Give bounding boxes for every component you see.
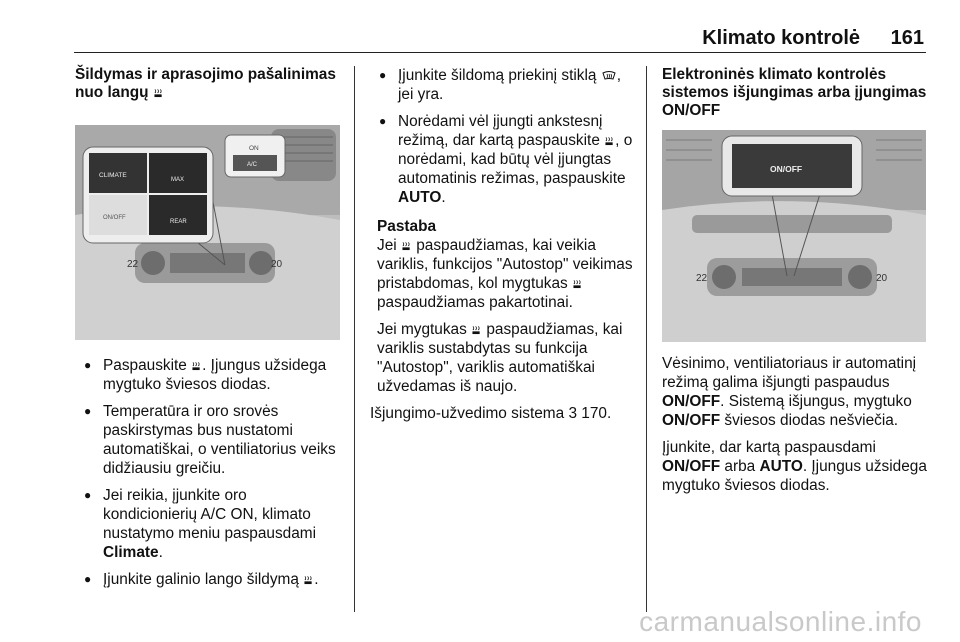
- column-divider: [354, 66, 355, 612]
- watermark: carmanualsonline.info: [639, 606, 922, 637]
- note-paragraph: Jei mygtukas paspaudžiamas, kai variklis sustabdytas su funkcija "Autostop", variklis automatiškai užvedamas iš naujo.: [377, 321, 623, 395]
- defrost-max-icon: [605, 136, 614, 146]
- ac-label: A/C: [247, 162, 258, 168]
- temp-right-label: 20: [271, 259, 283, 270]
- list-item: ● Temperatūra ir oro srovės paskirstymas bus nustatomi automatiškai, o ventiliatorius veiks didžiausiu greičiu.: [75, 402, 343, 478]
- onoff-panel-photo: [662, 130, 926, 342]
- temp-left-label: 22: [696, 273, 708, 284]
- temp-right-label: 20: [876, 273, 888, 284]
- rear-defrost-icon: [304, 575, 313, 585]
- onoff-button-label: ON/OFF: [770, 164, 803, 174]
- onoff-button-label: ON/OFF: [103, 215, 126, 221]
- page-header: [74, 22, 926, 53]
- column-1: [75, 66, 343, 589]
- list-item: ● Įjunkite galinio lango šildymą .: [75, 570, 343, 589]
- page-title: Klimato kontrolė: [702, 27, 860, 49]
- column-3: [662, 66, 927, 495]
- note-title: Pastaba: [377, 218, 437, 235]
- climate-panel-photo: [75, 125, 340, 340]
- list-item: ● Norėdami vėl įjungti ankstesnį režimą, dar kartą paspauskite , o norėdami, kad būtų vėl įjungtas automatinis režimas, paspauskite AUTO.: [370, 112, 635, 207]
- max-button-label: MAX: [171, 177, 185, 183]
- defrost-max-icon: [154, 88, 163, 98]
- defrost-max-icon: [192, 361, 201, 371]
- column-divider: [646, 66, 647, 612]
- section-heading: Elektroninės klimato kontrolės sistemos išjungimas arba įjungimas ON/OFF: [662, 66, 927, 119]
- cross-reference[interactable]: Išjungimo-užvedimo sistema 3 170.: [370, 405, 612, 422]
- defrost-max-icon: [402, 241, 411, 251]
- on-label: ON: [249, 145, 259, 152]
- body-paragraph: Vėsinimo, ventiliatoriaus ir automatinį režimą galima išjungti paspaudus ON/OFF. Sistemą išjungus, mygtuko ON/OFF šviesos diodas nešviečia.: [662, 355, 917, 429]
- section-heading: Šildymas ir aprasojimo pašalinimas nuo langų: [75, 66, 336, 101]
- climate-button-label: CLIMATE: [99, 172, 127, 179]
- body-paragraph: Įjunkite, dar kartą paspausdami ON/OFF arba AUTO. Įjungus užsidega mygtuko šviesos diodas.: [662, 439, 927, 494]
- windscreen-heating-icon: [602, 71, 616, 81]
- page-number: 161: [890, 27, 924, 49]
- list-item: ● Jei reikia, įjunkite oro kondicionierių A/C ON, klimato nustatymo meniu paspausdami Climate.: [75, 486, 343, 562]
- defrost-max-icon: [472, 325, 481, 335]
- note-paragraph: Jei paspaudžiamas, kai veikia variklis, funkcijos "Autostop" veikimas pristabdomas, kol mygtukas paspaudžiamas pakartotinai.: [377, 237, 633, 311]
- reference-arrow-icon: 3: [568, 405, 578, 422]
- defrost-max-icon: [573, 279, 582, 289]
- column-2: [370, 66, 635, 423]
- rear-button-label: REAR: [170, 219, 187, 225]
- temp-left-label: 22: [127, 259, 139, 270]
- list-item: ● Paspauskite . Įjungus užsidega mygtuko šviesos diodas.: [75, 356, 343, 394]
- list-item: ● Įjunkite šildomą priekinį stiklą , jei yra.: [370, 66, 635, 104]
